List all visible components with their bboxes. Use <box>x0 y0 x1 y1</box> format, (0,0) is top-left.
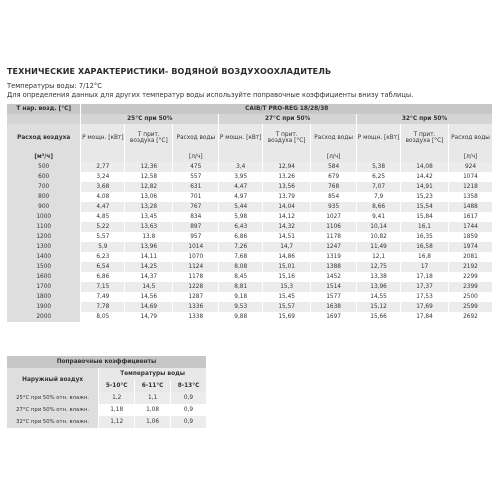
table-row <box>7 292 493 302</box>
table-cell: 5,22 <box>81 222 125 232</box>
table-cell: 701 <box>173 192 219 202</box>
table-cell: 8,05 <box>81 312 125 322</box>
table-cell: 2399 <box>448 282 492 292</box>
table-cell: 1859 <box>448 232 492 242</box>
table-cell: 16,1 <box>401 222 449 232</box>
table-cell: 4,47 <box>219 182 263 192</box>
table-cell: 13,8 <box>125 232 173 242</box>
table-cell: 14,32 <box>263 222 311 232</box>
table-cell: 475 <box>173 162 219 172</box>
table-row <box>7 252 493 262</box>
table-cell: 13,28 <box>125 202 173 212</box>
table-cell: 9,18 <box>219 292 263 302</box>
table-cell: 7,9 <box>357 192 401 202</box>
table-row <box>7 392 207 404</box>
table-cell: 17,37 <box>401 282 449 292</box>
table-cell: 1514 <box>311 282 357 292</box>
table-cell: 14,55 <box>357 292 401 302</box>
col-unit <box>357 152 401 162</box>
blank-cell <box>7 114 81 124</box>
table-cell: 1106 <box>311 222 357 232</box>
table-cell: 1358 <box>448 192 492 202</box>
corr-col-label: 5-10°C <box>99 380 135 392</box>
table-cell: 17 <box>401 262 449 272</box>
table-cell: 16,35 <box>401 232 449 242</box>
table-cell: 584 <box>311 162 357 172</box>
table-cell: 13,96 <box>357 282 401 292</box>
airflow-unit: [м³/ч] <box>7 152 81 162</box>
table-cell: 1,2 <box>99 392 135 404</box>
table-cell: 17,18 <box>401 272 449 282</box>
table-row <box>7 302 493 312</box>
table-cell: 6,25 <box>357 172 401 182</box>
table-cell: 1,08 <box>135 404 171 416</box>
col-unit <box>263 152 311 162</box>
col-label: P мощн. [кВт] <box>219 124 263 152</box>
table-row <box>7 272 493 282</box>
table-cell: 935 <box>311 202 357 212</box>
table-cell: 0,9 <box>171 392 207 404</box>
table-cell: 957 <box>173 232 219 242</box>
table-cell: 7,68 <box>219 252 263 262</box>
correction-table <box>7 356 207 428</box>
table-cell: 14,56 <box>125 292 173 302</box>
table-cell: 1336 <box>173 302 219 312</box>
table-cell: 12,94 <box>263 162 311 172</box>
table-cell: 1800 <box>7 292 81 302</box>
table-row <box>7 162 493 172</box>
table-cell: 15,12 <box>357 302 401 312</box>
table-cell: 1388 <box>311 262 357 272</box>
corr-col-label: 6-11°C <box>135 380 171 392</box>
table-cell: 14,91 <box>401 182 449 192</box>
table-cell: 12,36 <box>125 162 173 172</box>
table-cell: 13,06 <box>125 192 173 202</box>
table-row <box>7 416 207 428</box>
table-cell: 1200 <box>7 232 81 242</box>
table-cell: 1700 <box>7 282 81 292</box>
table-row <box>7 172 493 182</box>
table-cell: 3,4 <box>219 162 263 172</box>
table-cell: 1218 <box>448 182 492 192</box>
table-cell: 3,24 <box>81 172 125 182</box>
table-cell: 700 <box>7 182 81 192</box>
table-cell: 8,81 <box>219 282 263 292</box>
table-cell: 14,5 <box>125 282 173 292</box>
corr-air-header: Наружный воздух <box>7 368 99 392</box>
table-cell: 2692 <box>448 312 492 322</box>
table-row <box>7 282 493 292</box>
t-air-header: Т нар. возд. [°C] <box>7 104 81 114</box>
table-cell: 500 <box>7 162 81 172</box>
table-cell: 14,69 <box>125 302 173 312</box>
table-cell: 2192 <box>448 262 492 272</box>
table-cell: 2299 <box>448 272 492 282</box>
table-cell: 0,9 <box>171 404 207 416</box>
table-cell: 4,08 <box>81 192 125 202</box>
col-unit: [л/ч] <box>173 152 219 162</box>
table-cell: 15,69 <box>263 312 311 322</box>
table-cell: 3,95 <box>219 172 263 182</box>
table-cell: 1287 <box>173 292 219 302</box>
table-cell: 1,12 <box>99 416 135 428</box>
table-cell: 6,86 <box>81 272 125 282</box>
table-cell: 7,78 <box>81 302 125 312</box>
table-cell: 13,56 <box>263 182 311 192</box>
table-cell: 1,1 <box>135 392 171 404</box>
table-cell: 1488 <box>448 202 492 212</box>
table-cell: 15,16 <box>263 272 311 282</box>
col-label: Расход воды <box>448 124 492 152</box>
table-cell: 1400 <box>7 252 81 262</box>
specs-table <box>7 104 493 322</box>
table-cell: 1300 <box>7 242 81 252</box>
table-cell: 2081 <box>448 252 492 262</box>
corr-water-header: Температуры воды <box>99 368 207 380</box>
table-row <box>7 262 493 272</box>
table-cell: 13,96 <box>125 242 173 252</box>
table-cell: 8,08 <box>219 262 263 272</box>
table-cell: 5,98 <box>219 212 263 222</box>
table-cell: 1247 <box>311 242 357 252</box>
table-cell: 12,75 <box>357 262 401 272</box>
table-cell: 1577 <box>311 292 357 302</box>
table-cell: 7,26 <box>219 242 263 252</box>
table-cell: 15,84 <box>401 212 449 222</box>
table-cell: 1074 <box>448 172 492 182</box>
table-cell: 1617 <box>448 212 492 222</box>
note-text: Для определения данных для других температур воды используйте поправочные коэффициенты внизу таблицы. <box>7 91 414 99</box>
table-cell: 14,86 <box>263 252 311 262</box>
table-cell: 14,37 <box>125 272 173 282</box>
table-cell: 8,45 <box>219 272 263 282</box>
table-cell: 5,44 <box>219 202 263 212</box>
table-cell: 15,45 <box>263 292 311 302</box>
table-cell: 800 <box>7 192 81 202</box>
table-cell: 25°C при 50% отн. влажн. <box>7 392 99 404</box>
table-cell: 1070 <box>173 252 219 262</box>
table-cell: 14,42 <box>401 172 449 182</box>
table-cell: 17,53 <box>401 292 449 302</box>
table-row <box>7 222 493 232</box>
table-cell: 5,9 <box>81 242 125 252</box>
table-cell: 7,15 <box>81 282 125 292</box>
table-cell: 17,69 <box>401 302 449 312</box>
table-row <box>7 242 493 252</box>
table-cell: 1178 <box>173 272 219 282</box>
table-cell: 10,82 <box>357 232 401 242</box>
table-cell: 679 <box>311 172 357 182</box>
table-cell: 12,82 <box>125 182 173 192</box>
table-cell: 1,18 <box>99 404 135 416</box>
corr-col-label: 8-13°C <box>171 380 207 392</box>
table-cell: 5,38 <box>357 162 401 172</box>
table-cell: 1974 <box>448 242 492 252</box>
col-unit <box>401 152 449 162</box>
table-cell: 1338 <box>173 312 219 322</box>
col-label: Т прит. воздуха [°C] <box>263 124 311 152</box>
table-cell: 14,08 <box>401 162 449 172</box>
table-cell: 7,49 <box>81 292 125 302</box>
table-row <box>7 212 493 222</box>
table-cell: 834 <box>173 212 219 222</box>
table-cell: 1000 <box>7 212 81 222</box>
table-cell: 7,07 <box>357 182 401 192</box>
table-cell: 854 <box>311 192 357 202</box>
table-cell: 12,58 <box>125 172 173 182</box>
model-header: CAIB/T PRO-REG 18/28/38 <box>81 104 493 114</box>
group-header-27: 27°C при 50% <box>219 114 357 124</box>
table-cell: 897 <box>173 222 219 232</box>
table-cell: 768 <box>311 182 357 192</box>
group-header-25: 25°C при 50% <box>81 114 219 124</box>
table-cell: 8,66 <box>357 202 401 212</box>
col-unit: [л/ч] <box>311 152 357 162</box>
table-cell: 15,3 <box>263 282 311 292</box>
col-unit <box>219 152 263 162</box>
table-cell: 13,45 <box>125 212 173 222</box>
table-cell: 1178 <box>311 232 357 242</box>
table-cell: 15,54 <box>401 202 449 212</box>
table-cell: 6,54 <box>81 262 125 272</box>
table-cell: 16,58 <box>401 242 449 252</box>
airflow-header: Расход воздуха <box>7 124 81 152</box>
table-cell: 2500 <box>448 292 492 302</box>
table-row <box>7 232 493 242</box>
table-cell: 5,57 <box>81 232 125 242</box>
table-cell: 2,77 <box>81 162 125 172</box>
table-cell: 1228 <box>173 282 219 292</box>
table-cell: 15,66 <box>357 312 401 322</box>
col-unit: [л/ч] <box>448 152 492 162</box>
table-cell: 1638 <box>311 302 357 312</box>
table-cell: 10,14 <box>357 222 401 232</box>
table-row <box>7 312 493 322</box>
table-cell: 557 <box>173 172 219 182</box>
col-label: Т прит. воздуха [°C] <box>401 124 449 152</box>
table-cell: 1,06 <box>135 416 171 428</box>
col-label: P мощн. [кВт] <box>81 124 125 152</box>
table-cell: 13,38 <box>357 272 401 282</box>
table-row <box>7 182 493 192</box>
table-cell: 1027 <box>311 212 357 222</box>
table-cell: 32°C при 50% отн. влажн. <box>7 416 99 428</box>
table-cell: 14,7 <box>263 242 311 252</box>
table-cell: 6,23 <box>81 252 125 262</box>
table-cell: 1600 <box>7 272 81 282</box>
table-cell: 13,63 <box>125 222 173 232</box>
col-label: P мощн. [кВт] <box>357 124 401 152</box>
table-cell: 1744 <box>448 222 492 232</box>
table-cell: 14,11 <box>125 252 173 262</box>
table-cell: 900 <box>7 202 81 212</box>
table-cell: 17,84 <box>401 312 449 322</box>
table-cell: 1900 <box>7 302 81 312</box>
table-cell: 2599 <box>448 302 492 312</box>
table-cell: 13,79 <box>263 192 311 202</box>
page-title: ТЕХНИЧЕСКИЕ ХАРАКТЕРИСТИКИ- ВОДЯНОЙ ВОЗДУХООХЛАДИТЕЛЬ <box>7 67 332 76</box>
table-cell: 924 <box>448 162 492 172</box>
table-cell: 11,49 <box>357 242 401 252</box>
table-cell: 13,26 <box>263 172 311 182</box>
table-row <box>7 404 207 416</box>
table-cell: 15,01 <box>263 262 311 272</box>
col-unit <box>81 152 125 162</box>
table-cell: 0,9 <box>171 416 207 428</box>
table-cell: 14,25 <box>125 262 173 272</box>
table-row <box>7 192 493 202</box>
col-unit <box>125 152 173 162</box>
table-cell: 1500 <box>7 262 81 272</box>
table-cell: 6,43 <box>219 222 263 232</box>
table-cell: 15,23 <box>401 192 449 202</box>
table-cell: 1124 <box>173 262 219 272</box>
table-cell: 1100 <box>7 222 81 232</box>
table-cell: 9,53 <box>219 302 263 312</box>
table-cell: 14,04 <box>263 202 311 212</box>
table-cell: 16,8 <box>401 252 449 262</box>
table-cell: 4,97 <box>219 192 263 202</box>
water-temp-text: Температуры воды: 7/12°C <box>7 82 102 90</box>
table-cell: 600 <box>7 172 81 182</box>
table-cell: 27°C при 50% отн. влажн. <box>7 404 99 416</box>
col-label: Т прит. воздуха [°C] <box>125 124 173 152</box>
corr-title: Поправочные коэффициенты <box>7 356 207 368</box>
table-cell: 4,85 <box>81 212 125 222</box>
table-cell: 2000 <box>7 312 81 322</box>
table-row <box>7 202 493 212</box>
group-header-32: 32°C при 50% <box>357 114 493 124</box>
table-cell: 1319 <box>311 252 357 262</box>
table-cell: 631 <box>173 182 219 192</box>
table-cell: 1014 <box>173 242 219 252</box>
table-cell: 3,68 <box>81 182 125 192</box>
col-label: Расход воды <box>173 124 219 152</box>
table-cell: 12,1 <box>357 252 401 262</box>
table-cell: 6,86 <box>219 232 263 242</box>
table-cell: 15,57 <box>263 302 311 312</box>
table-cell: 14,79 <box>125 312 173 322</box>
table-cell: 14,12 <box>263 212 311 222</box>
table-cell: 1697 <box>311 312 357 322</box>
table-cell: 9,41 <box>357 212 401 222</box>
col-label: Расход воды <box>311 124 357 152</box>
table-cell: 9,88 <box>219 312 263 322</box>
table-cell: 1452 <box>311 272 357 282</box>
table-cell: 4,47 <box>81 202 125 212</box>
table-cell: 14,51 <box>263 232 311 242</box>
table-cell: 767 <box>173 202 219 212</box>
